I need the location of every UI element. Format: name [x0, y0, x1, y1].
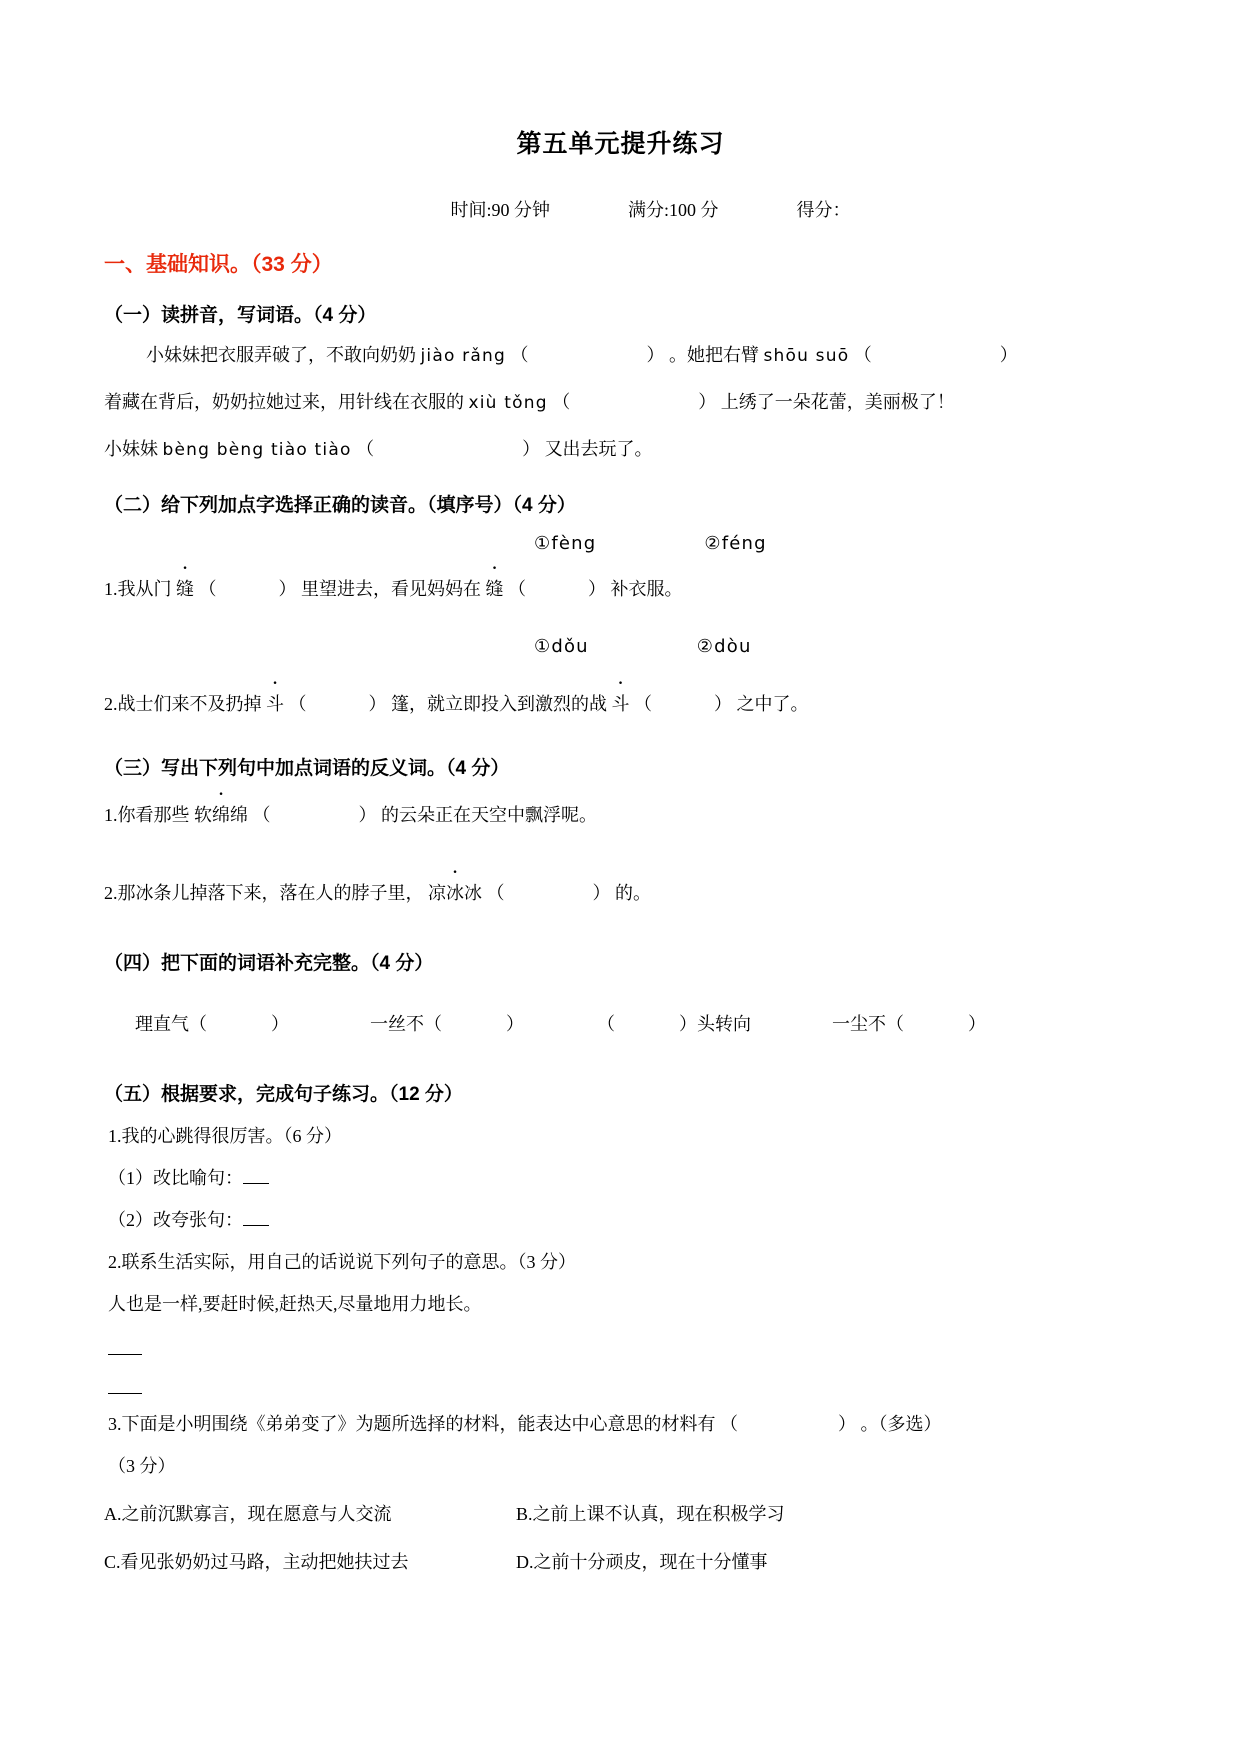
answer-blank[interactable] [886, 1014, 986, 1034]
text: 3.下面是小明围绕《弟弟变了》为题所选择的材料，能表达中心意思的材料有 [108, 1414, 716, 1435]
answer-blank[interactable] [189, 1014, 289, 1034]
part-2-options-1 [104, 533, 1137, 554]
text: 又出去玩了。 [544, 438, 653, 459]
text: （2）改夸张句： [108, 1210, 243, 1231]
dotted-char: 缝 [485, 578, 504, 599]
pinyin-bengbengtiaotiao: bèng bèng tiào tiào [162, 439, 352, 460]
part-5-heading: （五）根据要求，完成句子练习。（12 分） [104, 1084, 463, 1106]
text: 1.你看那些 [104, 805, 190, 826]
option-2[interactable]: ②féng [704, 532, 767, 554]
part-1-line-2 [104, 384, 1137, 421]
text: 上绣了一朵花蕾，美丽极了！ [720, 391, 955, 412]
meta-score: 得分： [796, 200, 851, 220]
answer-blank[interactable] [289, 694, 387, 714]
part-2-question-1 [104, 572, 1137, 606]
text: 2.那冰条儿掉落下来，落在人的脖子里， [104, 883, 424, 904]
choice-d[interactable]: D.之前十分顽皮，现在十分懂事 [516, 1552, 768, 1573]
text: 2.战士们来不及扔掉 [104, 693, 262, 714]
answer-blank[interactable] [634, 694, 732, 714]
text: 的。 [615, 883, 651, 904]
dotted-char: 斗 [266, 693, 284, 714]
part-3-question-2 [104, 876, 1137, 910]
word-item-3 [524, 989, 751, 1057]
choice-a[interactable]: A.之前沉默寡言，现在愿意与人交流 [104, 1504, 392, 1525]
answer-blank[interactable] [508, 579, 606, 599]
exam-meta [104, 196, 1137, 222]
answer-blank[interactable] [854, 345, 1018, 365]
word-text: 一尘不 [832, 1014, 886, 1035]
answer-blank[interactable] [356, 439, 540, 459]
dotted-word: 软绵绵 [194, 805, 248, 826]
part-2-heading: （二）给下列加点字选择正确的读音。（填序号）（4 分） [104, 494, 576, 516]
answer-blank[interactable] [552, 392, 716, 412]
part-5-question-3-score: （3 分） [108, 1456, 176, 1477]
part-5-question-1: 1.我的心跳得很厉害。（6 分） [108, 1126, 342, 1147]
part-3-question-1 [104, 798, 1137, 832]
meta-time: 时间:90 分钟 [450, 200, 550, 220]
word-item-1 [108, 989, 289, 1057]
answer-line[interactable] [243, 1169, 269, 1184]
text: 里望进去，看见妈妈在 [301, 578, 481, 599]
word-item-2 [289, 989, 524, 1057]
text: 1.我从门 [104, 578, 172, 599]
dotted-char: 缝 [176, 578, 194, 599]
pinyin-shousuo: shōu suō [763, 346, 850, 366]
word-item-4 [751, 989, 986, 1057]
meta-total: 满分:100 分 [628, 200, 719, 220]
dotted-word: 凉冰冰 [428, 883, 482, 904]
part-3-heading: （三）写出下列句中加点词语的反义词。（4 分） [104, 758, 510, 780]
choice-c[interactable]: C.看见张奶奶过马路，主动把她扶过去 [104, 1552, 409, 1573]
text: 小妹妹 [104, 438, 158, 459]
part-5-question-1b [104, 1206, 1137, 1232]
answer-line[interactable] [243, 1211, 269, 1226]
pinyin-xiutong: xiù tǒng [468, 392, 548, 413]
option-2[interactable]: ②dòu [696, 635, 752, 657]
part-5-choices-row-2 [104, 1548, 1137, 1574]
answer-blank[interactable] [510, 345, 664, 365]
part-5-choices-row-1 [104, 1500, 1137, 1526]
section-1-heading: 一、基础知识。（33 分） [104, 253, 333, 276]
text: 之中了。 [736, 693, 809, 714]
answer-blank[interactable] [597, 1014, 697, 1034]
dotted-char: 斗 [611, 693, 630, 714]
text: 。（多选） [860, 1414, 942, 1435]
text: 。她把右臂 [668, 345, 759, 365]
part-2-question-2 [104, 687, 1137, 721]
part-5-question-2-sentence: 人也是一样,要赶时候,赶热天,尽量地用力地长。 [108, 1294, 482, 1315]
pinyin-jiaorang: jiào rǎng [420, 346, 506, 366]
text: 小妹妹把衣服弄破了，不敢向奶奶 [146, 345, 416, 365]
part-5-question-2: 2.联系生活实际，用自己的话说说下列句子的意思。（3 分） [108, 1252, 576, 1273]
answer-blank[interactable] [424, 1014, 524, 1034]
page-title: 第五单元提升练习 [516, 130, 725, 158]
answer-blank[interactable] [253, 805, 377, 825]
word-text: 头转向 [697, 1014, 751, 1035]
answer-line[interactable] [108, 1354, 142, 1355]
text: 着藏在背后，奶奶拉她过来，用针线在衣服的 [104, 391, 464, 412]
part-4-heading: （四）把下面的词语补充完整。（4 分） [104, 953, 434, 975]
part-1-line-3 [104, 431, 1137, 468]
part-5-question-3 [104, 1410, 1137, 1436]
option-1[interactable]: ①dǒu [534, 635, 589, 657]
choice-b[interactable]: B.之前上课不认真，现在积极学习 [516, 1504, 785, 1525]
text: （1）改比喻句： [108, 1168, 243, 1189]
part-4-items [104, 989, 1137, 1057]
part-5-question-1a [104, 1164, 1137, 1190]
answer-line[interactable] [108, 1393, 142, 1394]
text: 补衣服。 [610, 578, 683, 599]
answer-blank[interactable] [199, 579, 297, 599]
part-1-line-1 [104, 337, 1137, 374]
answer-blank[interactable] [720, 1414, 856, 1434]
part-2-options-2 [104, 636, 1137, 657]
word-text: 一丝不 [370, 1014, 424, 1035]
part-1-heading: （一）读拼音，写词语。（4 分） [104, 305, 377, 326]
text: 篷，就立即投入到激烈的战 [391, 693, 607, 714]
word-text: 理直气 [135, 1014, 189, 1035]
option-1[interactable]: ①fèng [534, 532, 597, 554]
text: 的云朵正在天空中飘浮呢。 [381, 805, 597, 826]
answer-blank[interactable] [487, 883, 611, 903]
